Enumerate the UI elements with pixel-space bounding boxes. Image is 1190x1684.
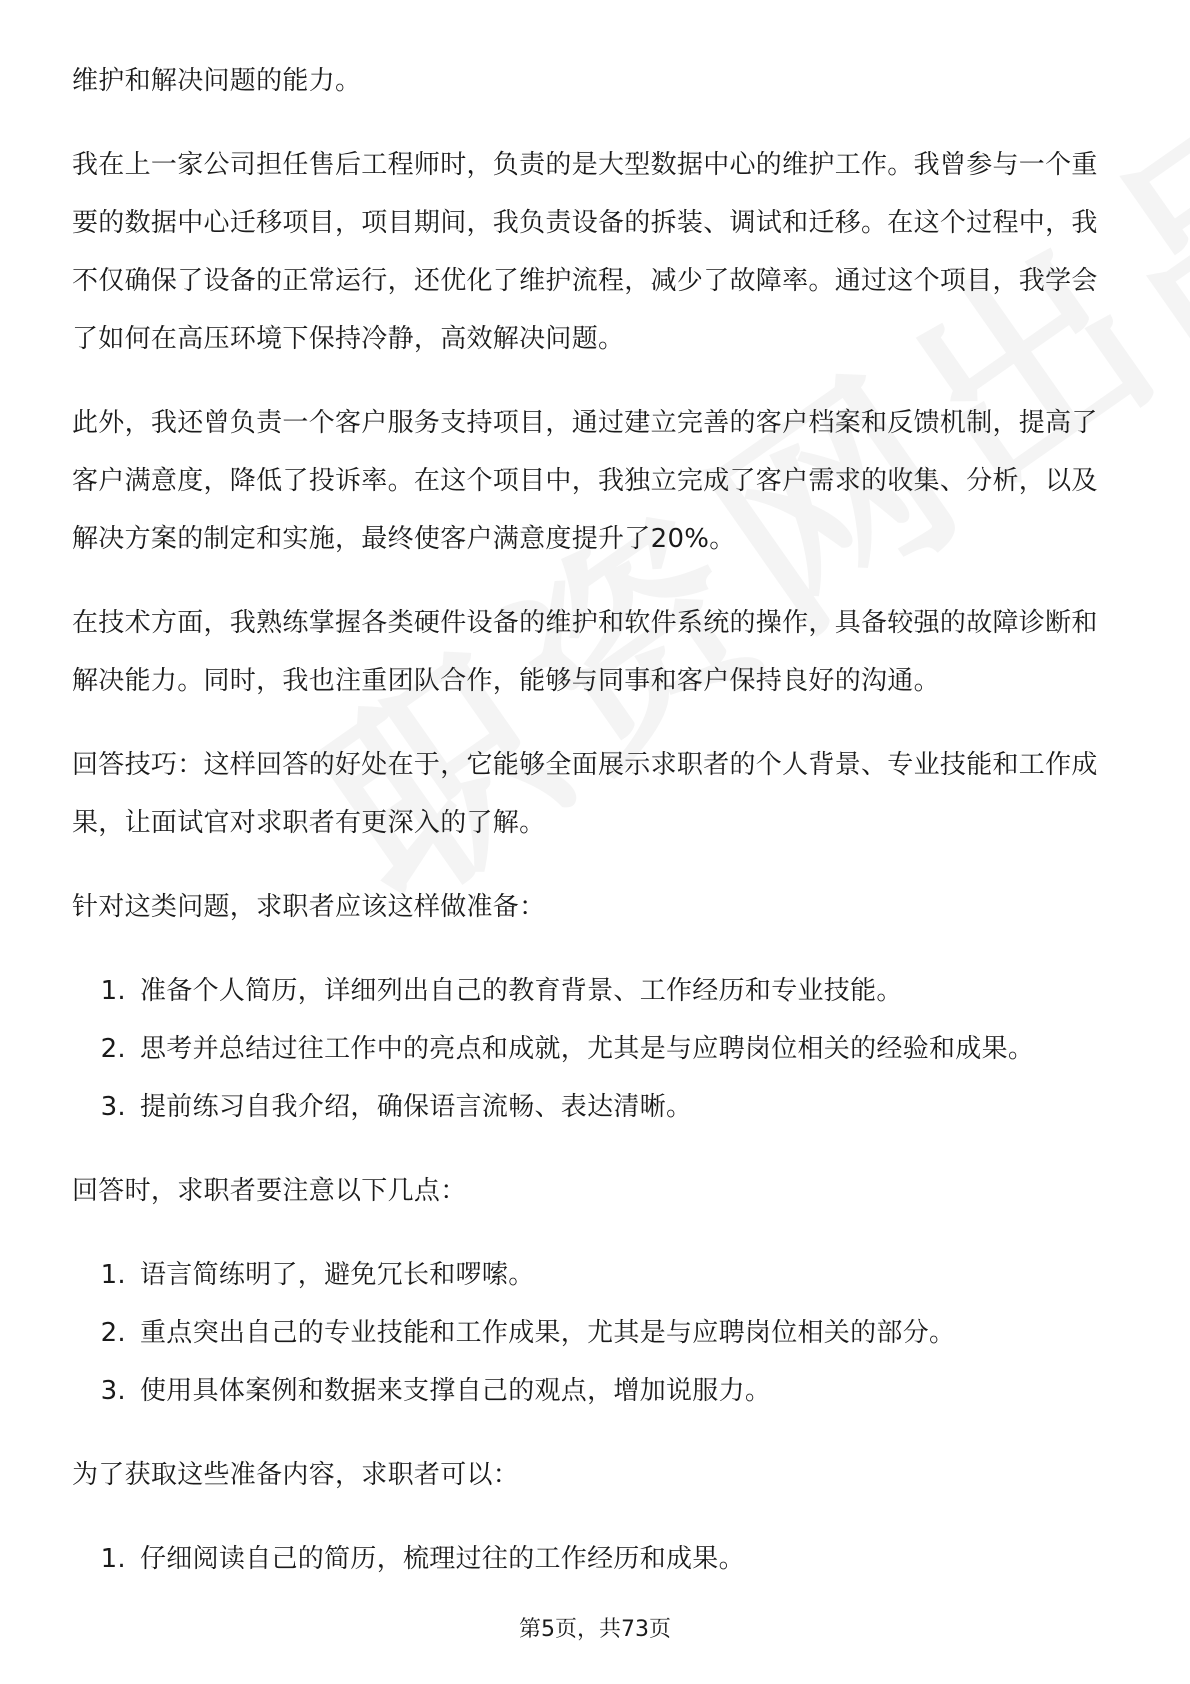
paragraph: 此外，我还曾负责一个客户服务支持项目，通过建立完善的客户档案和反馈机制，提高了客户满意度，降低了投诉率。在这个项目中，我独立完成了客户需求的收集、分析，以及解决方案的制定和实施，最终使客户满意度提升了20%。 xyxy=(72,408,1098,554)
attention-list xyxy=(72,1246,1112,1420)
list-item xyxy=(72,1020,1112,1078)
list-number: 2. xyxy=(100,1318,126,1348)
paragraph: 维护和解决问题的能力。 xyxy=(72,66,362,96)
list-item-text: 重点突出自己的专业技能和工作成果，尤其是与应聘岗位相关的部分。 xyxy=(140,1318,956,1348)
preparation-list xyxy=(72,962,1112,1136)
acquire-list xyxy=(72,1530,1112,1588)
paragraph: 针对这类问题，求职者应该这样做准备： xyxy=(72,892,546,922)
list-item xyxy=(72,1304,1112,1362)
paragraph: 我在上一家公司担任售后工程师时，负责的是大型数据中心的维护工作。我曾参与一个重要的数据中心迁移项目，项目期间，我负责设备的拆装、调试和迁移。在这个过程中，我不仅确保了设备的正常运行，还优化了维护流程，减少了故障率。通过这个项目，我学会了如何在高压环境下保持冷静，高效解决问题。 xyxy=(72,150,1098,354)
paragraph: 回答技巧：这样回答的好处在于，它能够全面展示求职者的个人背景、专业技能和工作成果，让面试官对求职者有更深入的了解。 xyxy=(72,750,1098,838)
page-number-footer: 第5页，共73页 xyxy=(519,1617,671,1642)
paragraph: 回答时，求职者要注意以下几点： xyxy=(72,1176,467,1206)
list-number: 1. xyxy=(100,1544,126,1574)
list-item-text: 提前练习自我介绍，确保语言流畅、表达清晰。 xyxy=(140,1092,693,1122)
list-number: 3. xyxy=(100,1092,126,1122)
paragraph: 为了获取这些准备内容，求职者可以： xyxy=(72,1460,520,1490)
list-item xyxy=(72,1362,1112,1420)
list-item-text: 仔细阅读自己的简历，梳理过往的工作经历和成果。 xyxy=(140,1544,745,1574)
list-item xyxy=(72,962,1112,1020)
list-item-text: 准备个人简历，详细列出自己的教育背景、工作经历和专业技能。 xyxy=(140,976,903,1006)
list-item xyxy=(72,1530,1112,1588)
list-number: 1. xyxy=(100,1260,126,1290)
list-number: 1. xyxy=(100,976,126,1006)
paragraph: 在技术方面，我熟练掌握各类硬件设备的维护和软件系统的操作，具备较强的故障诊断和解决能力。同时，我也注重团队合作，能够与同事和客户保持良好的沟通。 xyxy=(72,608,1098,696)
document-body xyxy=(72,52,1112,1614)
list-item-text: 语言简练明了，避免冗长和啰嗦。 xyxy=(140,1260,535,1290)
list-number: 3. xyxy=(100,1376,126,1406)
list-item xyxy=(72,1078,1112,1136)
list-number: 2. xyxy=(100,1034,126,1064)
list-item-text: 思考并总结过往工作中的亮点和成就，尤其是与应聘岗位相关的经验和成果。 xyxy=(140,1034,1035,1064)
list-item-text: 使用具体案例和数据来支撑自己的观点，增加说服力。 xyxy=(140,1376,772,1406)
list-item xyxy=(72,1246,1112,1304)
